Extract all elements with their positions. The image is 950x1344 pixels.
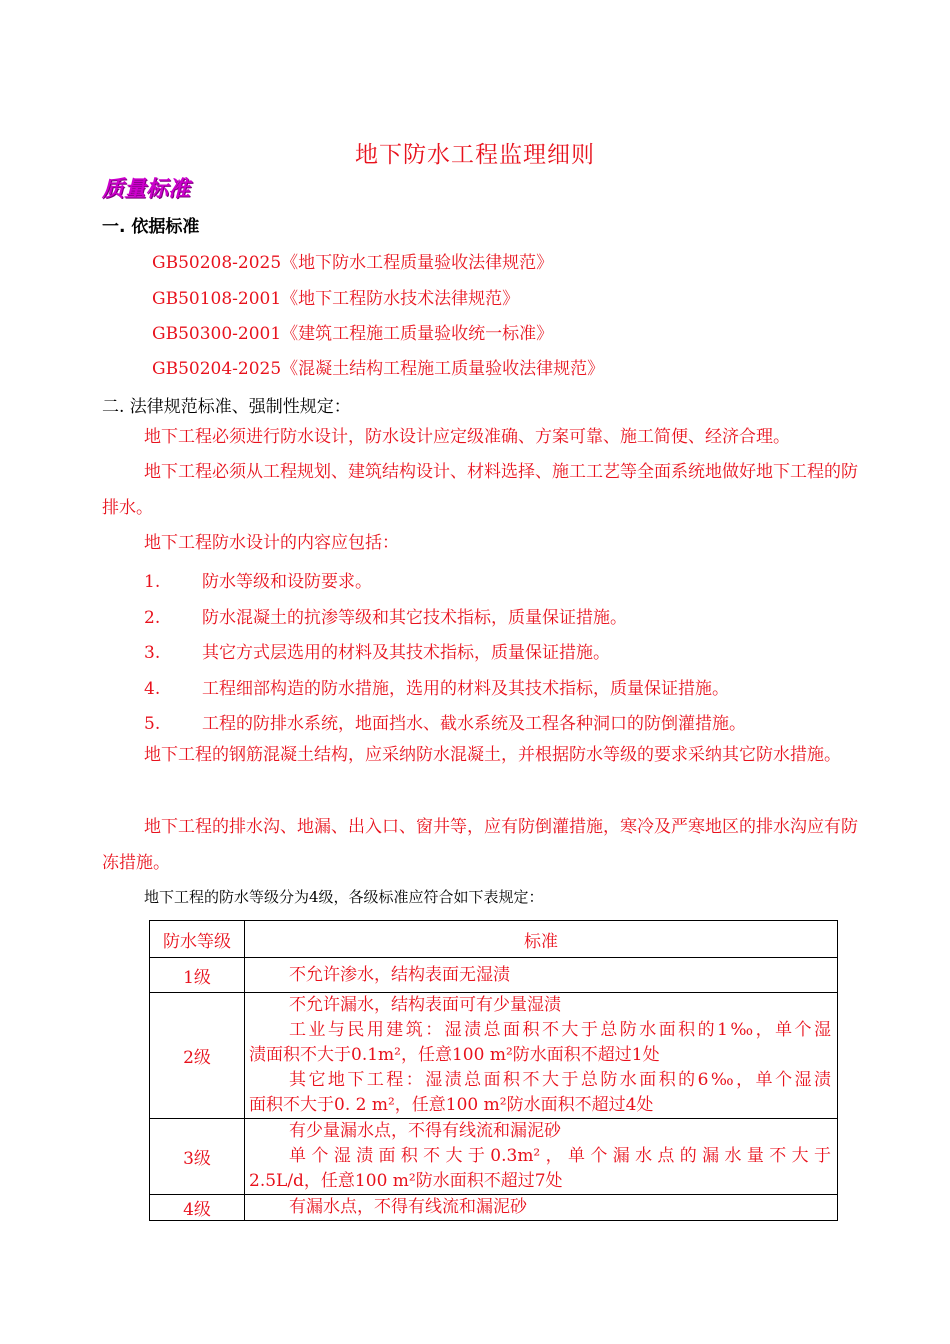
standard-cell: [245, 1195, 838, 1221]
standard-item: GB50300-2001《建筑工程施工质量验收统一标准》: [152, 324, 554, 344]
standard-item: GB50208-2025《地下防水工程质量验收法律规范》: [152, 253, 554, 273]
page-title: 地下防水工程监理细则: [355, 142, 595, 168]
list-text: 工程的防排水系统，地面挡水、截水系统及工程各种洞口的防倒灌措施。: [202, 714, 746, 734]
grade-cell: 4级: [150, 1195, 245, 1221]
heading-basis-standards: 一. 依据标准: [102, 217, 200, 237]
standard-line: 面积不大于0. 2 m²，任意100 m²防水面积不超过4处: [249, 1095, 654, 1115]
list-number: 5.: [144, 714, 161, 734]
standard-line: 有少量漏水点，不得有线流和漏泥砂: [289, 1121, 561, 1141]
list-number: 2.: [144, 608, 161, 628]
grade-cell: 1级: [150, 958, 245, 993]
paragraph: 地下工程的钢筋混凝土结构，应采纳防水混凝土，并根据防水等级的要求采纳其它防水措施。: [144, 745, 841, 765]
paragraph: 地下工程必须进行防水设计，防水设计应定级准确、方案可靠、施工简便、经济合理。: [144, 427, 790, 447]
list-item: [144, 674, 729, 699]
list-item: [144, 638, 610, 663]
paragraph: 地下工程必须从工程规划、建筑结构设计、材料选择、施工工艺等全面系统地做好地下工程的防排水。: [102, 462, 858, 518]
table-row: [150, 993, 838, 1119]
standard-line: 其它地下工程：湿渍总面积不大于总防水面积的6‰，单个湿渍: [289, 1070, 831, 1090]
list-text: 其它方式层选用的材料及其技术指标，质量保证措施。: [202, 643, 610, 663]
standard-cell: [245, 958, 838, 993]
standard-line: 渍面积不大于0.1m²，任意100 m²防水面积不超过1处: [249, 1045, 660, 1065]
list-number: 1.: [144, 572, 161, 592]
waterproof-grade-table: [149, 920, 838, 1221]
list-item: [144, 709, 746, 734]
heading-mandatory-rules: 二. 法律规范标准、强制性规定：: [102, 397, 351, 417]
table-row: [150, 1119, 838, 1195]
list-item: [144, 567, 372, 592]
section-heading: 质量标准: [102, 177, 191, 202]
table-row: [150, 958, 838, 993]
standard-line: 2.5L/d，任意100 m²防水面积不超过7处: [249, 1171, 563, 1191]
standard-item: GB50204-2025《混凝土结构工程施工质量验收法律规范》: [152, 359, 605, 379]
standard-line: 单个湿渍面积不大于0.3m²，单个漏水点的漏水量不大于: [289, 1146, 831, 1166]
list-text: 工程细部构造的防水措施，选用的材料及其技术指标，质量保证措施。: [202, 679, 729, 699]
standard-cell: [245, 1119, 838, 1195]
list-text: 防水等级和设防要求。: [202, 572, 372, 592]
list-number: 3.: [144, 643, 161, 663]
standard-cell: [245, 993, 838, 1119]
standard-line: 工业与民用建筑：湿渍总面积不大于总防水面积的1‰，单个湿: [289, 1020, 831, 1040]
list-item: [144, 603, 627, 628]
paragraph: 地下工程防水设计的内容应包括：: [144, 533, 399, 553]
column-header-grade: 防水等级: [150, 921, 245, 958]
list-text: 防水混凝土的抗渗等级和其它技术指标，质量保证措施。: [202, 608, 627, 628]
column-header-standard: 标准: [245, 921, 838, 958]
standard-item: GB50108-2001《地下工程防水技术法律规范》: [152, 289, 520, 309]
grade-cell: 3级: [150, 1119, 245, 1195]
standard-line: 不允许渗水，结构表面无湿渍: [289, 964, 510, 985]
table-header-row: [150, 921, 838, 958]
standard-line: 不允许漏水，结构表面可有少量湿渍: [289, 995, 561, 1015]
grade-cell: 2级: [150, 993, 245, 1119]
table-note: 地下工程的防水等级分为4级，各级标准应符合如下表规定：: [144, 888, 544, 906]
list-number: 4.: [144, 679, 161, 699]
table-row: [150, 1195, 838, 1221]
standard-line: 有漏水点，不得有线流和漏泥砂: [289, 1197, 527, 1217]
paragraph: 地下工程的排水沟、地漏、出入口、窗井等，应有防倒灌措施，寒冷及严寒地区的排水沟应有防冻措施。: [102, 817, 858, 873]
